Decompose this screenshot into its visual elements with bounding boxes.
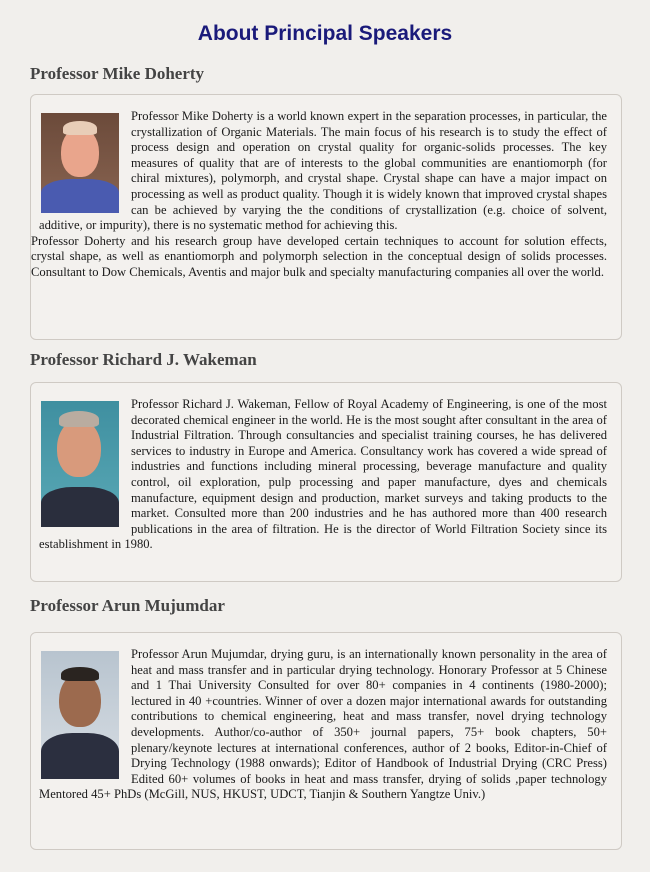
portrait-photo <box>41 113 119 213</box>
speaker-name-doherty: Professor Mike Doherty <box>30 64 205 83</box>
portrait-photo <box>41 401 119 527</box>
speaker-bio: Professor Arun Mujumdar, drying guru, is an internationally known personality in the area of heat and mass transfer and in particular drying technology. Honorary Professor at 5 Chinese and 1 Thai University Consulted for over 80+ companies in 4 continents (1980-2000); lectured in 40 +countries. Winner of over a dozen major international awards for outstanding contributions to chemical engineering, heat and mass transfer, novel drying technology developments. Author/co-author of 350+ journal papers, 75+ book chapters, 50+ plenary/keynote lectures at international conferences, author of 2 books, Editor-in-Chief of Drying Technology (1988 onwards); Editor of Handbook of Industrial Drying (CRC Press) Edited 60+ volumes of books in heat and mass transfer, drying of solids ,paper technology Mentored 45+ PhDs (McGill, NUS, HKUST, UDCT, Tianjin & Southern Yangtze Univ.) <box>39 647 607 802</box>
speaker-card-mujumdar <box>30 632 622 850</box>
speaker-card-wakeman <box>30 382 622 582</box>
speaker-name-mujumdar: Professor Arun Mujumdar <box>30 596 225 615</box>
speaker-name-wakeman: Professor Richard J. Wakeman <box>30 350 257 369</box>
speaker-bio: Professor Mike Doherty is a world known expert in the separation processes, in particular, the crystallization of Organic Materials. The main focus of his research is to study the effect of process design and operation on crystal quality for organic-solids processes. The key measures of quality that are of interests to the global communities are enantiomorph (for chiral mixtures), polymorph, and crystal shape. Crystal shape can have a major impact on processing as well as product quality. Though it is widely known that improved crystal shapes can be achieved by varying the the conditions of crystallization (e.g. choice of solvent, additive, or impurity), there is no systematic method for achieving this. <box>39 109 607 233</box>
speaker-bio: Professor Doherty and his research group have developed certain techniques to account for solution effects, crystal shape, as well as enantiomorph and polymorph selection in the conceptual design of solids processes. Consultant to Dow Chemicals, Aventis and major bulk and specialty manufacturing companies all over the world. <box>31 233 607 279</box>
page-title: About Principal Speakers <box>197 22 453 45</box>
portrait-photo <box>41 651 119 779</box>
speaker-bio: Professor Richard J. Wakeman, Fellow of Royal Academy of Engineering, is one of the most decorated chemical engineer in the world. He is the most sought after consultant in the area of Industrial Filtration. Through consultancies and specialist training courses, he has delivered services to industry in Europe and America. Consultancy work has covered a wide spread of industries and functions including mineral processing, beverage manufacture and quality control, oil exploration, pulp processing and paper manufacture, dyes and chemicals manufacture, equipment design and production, market surveys and taking products to the market. Consulted more than 200 industries and he has authored more than 400 research publications in the area of filtration. He is the director of World Filtration Society since its establishment in 1980. <box>39 397 607 552</box>
speaker-card-doherty <box>30 94 622 340</box>
